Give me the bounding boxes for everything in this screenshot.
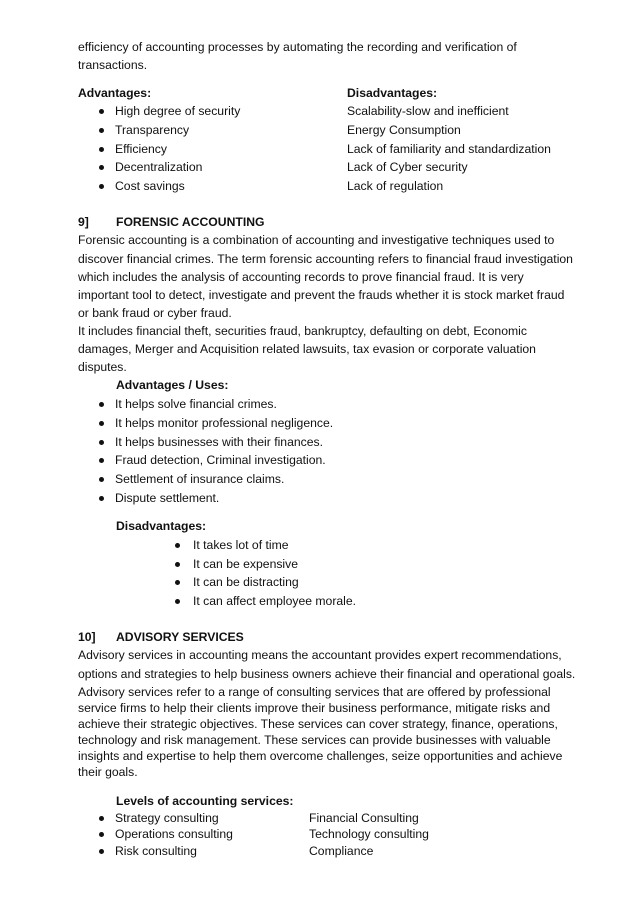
advantage-item: Efficiency [115, 142, 167, 156]
advantages-heading: Advantages: [78, 86, 152, 100]
advantage-item: Transparency [115, 123, 190, 137]
level-item: Operations consulting [115, 827, 233, 841]
intro-line: efficiency of accounting processes by automating the recording and verification of [78, 40, 517, 54]
bullet-icon [99, 184, 104, 189]
disadvantage-item: Lack of regulation [347, 179, 444, 193]
paragraph-line: or bank fraud or cyber fraud. [78, 306, 232, 320]
paragraph-line: Advisory services in accounting means the accountant provides expert recommendations, [78, 648, 562, 662]
advantage-item: Cost savings [115, 179, 185, 193]
paragraph-line: Advisory services refer to a range of consulting services that are offered by professional [78, 685, 551, 699]
paragraph-line: insights and expertise to help them overcome challenges, seize opportunities and achieve [78, 749, 563, 763]
level-item: Financial Consulting [309, 811, 419, 825]
bullet-icon [99, 458, 104, 463]
section-title: FORENSIC ACCOUNTING [116, 215, 265, 229]
use-item: Fraud detection, Criminal investigation. [115, 453, 326, 467]
advantage-item: High degree of security [115, 104, 241, 118]
bullet-icon [99, 165, 104, 170]
disadvantage-item: Scalability-slow and inefficient [347, 104, 509, 118]
paragraph-line: which includes the analysis of accounting records to prove financial fraud. It is very [78, 270, 524, 284]
level-item: Compliance [309, 844, 374, 858]
paragraph-line: It includes financial theft, securities fraud, bankruptcy, defaulting on debt, Economic [78, 324, 527, 338]
paragraph-line: their goals. [78, 765, 138, 779]
use-item: It helps businesses with their finances. [115, 435, 323, 449]
bullet-icon [99, 402, 104, 407]
paragraph-line: discover financial crimes. The term forensic accounting refers to financial fraud investigation [78, 252, 573, 266]
use-item: It helps solve financial crimes. [115, 397, 277, 411]
paragraph-line: damages, Merger and Acquisition related lawsuits, tax evasion or corporate valuation [78, 342, 536, 356]
bullet-icon [99, 109, 104, 114]
disadvantage-item: Lack of familiarity and standardization [347, 142, 551, 156]
bullet-icon [99, 816, 104, 821]
bullet-icon [99, 440, 104, 445]
advantage-item: Decentralization [115, 160, 203, 174]
bullet-icon [175, 599, 180, 604]
paragraph-line: achieve their strategic objectives. These services can cover strategy, finance, operations, [78, 717, 558, 731]
level-item: Technology consulting [309, 827, 429, 841]
disadvantage-item: It can affect employee morale. [193, 594, 357, 608]
use-item: It helps monitor professional negligence. [115, 416, 334, 430]
disadvantage-item: Lack of Cyber security [347, 160, 468, 174]
paragraph-line: Forensic accounting is a combination of accounting and investigative techniques used to [78, 233, 555, 247]
section-number: 10] [78, 630, 96, 644]
paragraph-line: disputes. [78, 360, 127, 374]
levels-heading: Levels of accounting services: [116, 794, 294, 808]
bullet-icon [99, 849, 104, 854]
use-item: Settlement of insurance claims. [115, 472, 285, 486]
disadvantage-item: It can be expensive [193, 557, 299, 571]
bullet-icon [99, 147, 104, 152]
bullet-icon [175, 543, 180, 548]
level-item: Risk consulting [115, 844, 197, 858]
section-number: 9] [78, 215, 89, 229]
intro-line: transactions. [78, 58, 148, 72]
bullet-icon [175, 562, 180, 567]
bullet-icon [99, 421, 104, 426]
bullet-icon [99, 496, 104, 501]
disadvantage-item: Energy Consumption [347, 123, 461, 137]
paragraph-line: options and strategies to help business owners achieve their financial and operational goals. [78, 667, 576, 681]
paragraph-line: service firms to help their clients improve their business performance, mitigate risks and [78, 701, 551, 715]
disadvantages-heading: Disadvantages: [347, 86, 438, 100]
level-item: Strategy consulting [115, 811, 219, 825]
use-item: Dispute settlement. [115, 491, 220, 505]
paragraph-line: technology and risk management. These services can provide businesses with valuable [78, 733, 551, 747]
disadvantage-item: It can be distracting [193, 575, 299, 589]
disadvantages-heading: Disadvantages: [116, 519, 207, 533]
bullet-icon [175, 580, 180, 585]
bullet-icon [99, 477, 104, 482]
paragraph-line: important tool to detect, investigate and prevent the frauds whether it is stock market fraud [78, 288, 565, 302]
bullet-icon [99, 832, 104, 837]
uses-heading: Advantages / Uses: [116, 378, 229, 392]
bullet-icon [99, 128, 104, 133]
disadvantage-item: It takes lot of time [193, 538, 289, 552]
section-title: ADVISORY SERVICES [116, 630, 244, 644]
